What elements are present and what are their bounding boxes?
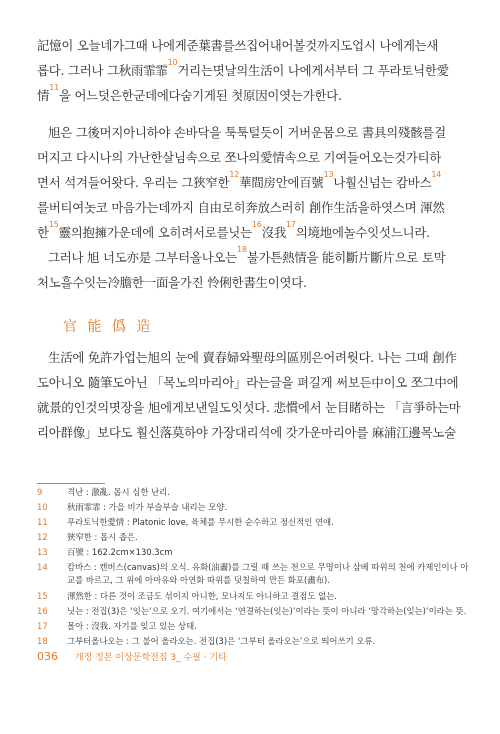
main-text-2 xyxy=(37,345,473,445)
footnote-number: 13 xyxy=(37,547,48,558)
text-line: 리아群像」보다도 훨신落莫하야 가장대리석에 갓가운마리아를 麻浦江邊목노술 xyxy=(37,425,456,440)
footnotes xyxy=(37,486,473,650)
footnote-ref[interactable]: 13 xyxy=(323,170,334,179)
footnote-item xyxy=(37,605,473,618)
text-line: 를버티여놋코 마음가는데까지 自由로히奔放스러히 創作生活을하엿스며 渾然 xyxy=(37,200,445,215)
footnote-text: 푸라토닉한愛情 : Platonic love, 육체를 무시한 순수하고 정신적인 연애. xyxy=(67,517,334,528)
footnote-item xyxy=(37,546,473,559)
text-line: 그러나 旭 너도亦是 그부터올나오는$^{18}$불가튼熱情을 能히斷片斷片으로 토막 xyxy=(48,245,446,265)
text-line: 生活에 免許가업는旭의 눈에 賣春婦와聖母의區別은어려웟다. 나는 그때 創作 xyxy=(48,350,457,365)
footnote-item xyxy=(37,501,473,514)
text-line: 한$^{15}$靈의抱擁가운데에 오히려서로를닛는$^{16}$沒我$^{17}$의境地에놀수잇섯느니라. xyxy=(37,220,430,240)
footnote-text: 狹窄한 : 몹시 좁은. xyxy=(67,532,138,543)
section-title: 官 能 僞 造 xyxy=(63,319,154,335)
footnote-item xyxy=(37,531,473,544)
footnote-item xyxy=(37,516,473,529)
footnote-number: 14 xyxy=(37,562,48,573)
footnote-number: 12 xyxy=(37,532,48,543)
text-line: 면서 석겨들어왓다. 우리는 그狹窄한$^{12}$華間房안에百號$^{13}$나훨신넘는 캄바스$^{14}$ xyxy=(37,170,442,190)
footnote-ref[interactable]: 18 xyxy=(237,245,247,254)
text-line: 처노흘수잇는冷膽한一面을가진 怜俐한書生이엿다. xyxy=(37,275,307,290)
footnote-item xyxy=(37,635,473,648)
footnote-text: 격난 : 激亂. 몹시 심한 난리. xyxy=(67,487,170,497)
footnote-number: 15 xyxy=(37,590,48,601)
footnote-item xyxy=(37,561,473,587)
text-line: 就景的인것의몃장을 旭에게보낸일도잇섯다. 悲慣에서 눈目睹하는 「言爭하는마 xyxy=(37,400,461,415)
footnote-ref[interactable]: 14 xyxy=(431,170,442,179)
page-footer xyxy=(37,650,227,663)
book-title: 개정 정본 이상문학전집 3_ 수필 · 기타 xyxy=(74,653,227,663)
footnote-text: 그부터올나오는 : 그 불어 올라오는. 전집(3)은 ‘그부터 올라오는’으로 띄어쓰기 오류. xyxy=(67,635,376,646)
footnote-number: 18 xyxy=(37,635,48,646)
text-line: 旭은 그後머지아니하야 손바닥을 툭툭털듯이 거버운몸으로 書具의殘骸를걸 xyxy=(48,125,446,140)
footnote-number: 10 xyxy=(37,502,48,513)
footnote-text: 몰아 : 沒我. 자기를 잊고 있는 상태. xyxy=(67,620,197,631)
footnote-text: 渾然한 : 다른 것이 조금도 섞이지 아니한, 모나지도 아니하고 결점도 없는. xyxy=(67,590,337,601)
footnote-ref[interactable]: 12 xyxy=(229,170,240,179)
footnote-ref[interactable]: 16 xyxy=(251,220,262,229)
footnote-number: 11 xyxy=(37,517,48,528)
footnote-number: 16 xyxy=(37,605,48,616)
footnote-ref[interactable]: 17 xyxy=(286,220,296,229)
footnote-number: 9 xyxy=(37,487,43,497)
text-line: 記憶이 오늘네가그때 나에게준葉書를쓰집어내어볼것까지도업시 나에게는새 xyxy=(37,38,439,53)
footnote-item xyxy=(37,486,473,499)
footnote-ref[interactable]: 15 xyxy=(48,220,59,229)
footnote-text: 秋雨霏霏 : 가을 비가 부슬부슬 내리는 모양. xyxy=(67,502,228,513)
main-text xyxy=(37,33,473,295)
text-line: 머지고 다시나의 가난한살님속으로 쪼나의愛情속으로 기여들어오는것가티하 xyxy=(37,150,442,165)
footnote-text: 닛는 : 전집(3)은 ‘잇는’으로 오기. 여기에서는 ‘연결하는(잇는)’이라는 뜻이 아니라 ‘망각하는(잊는)’이라는 뜻. xyxy=(67,605,467,616)
text-line: 情$^{11}$을 어느덧은한군데에다숨기게된 첫原因이엿는가한다. xyxy=(37,83,342,103)
footnote-ref[interactable]: 11 xyxy=(49,83,59,92)
footnote-item xyxy=(37,590,473,603)
text-line: 롭다. 그러나 그秋雨霏霏$^{10}$거리는몃날의生活이 나에게서부터 그 푸라토닉한愛 xyxy=(37,58,449,78)
page-number: 036 xyxy=(37,650,58,663)
footnote-text: 캄바스 : 캔버스(canvas)의 오식. 유화(油畵)를 그릴 때 쓰는 천으로 무명이나 삼베 따위의 천에 카제인이나 아교를 바르고, 그 위에 아마유와 아연화 따위를 덧칠하여 만든 화포(畵布). xyxy=(67,562,469,586)
footnote-item xyxy=(37,620,473,633)
text-line: 도아니오 隨筆도아닌 「목노의마리아」라는글을 펴길게 써보든中이오 쪼그中에 xyxy=(37,375,459,390)
footnote-text: 百號 : 162.2cm×130.3cm xyxy=(67,547,173,558)
footnote-ref[interactable]: 10 xyxy=(167,58,178,67)
footnote-number: 17 xyxy=(37,620,48,631)
footnote-divider xyxy=(37,483,105,484)
